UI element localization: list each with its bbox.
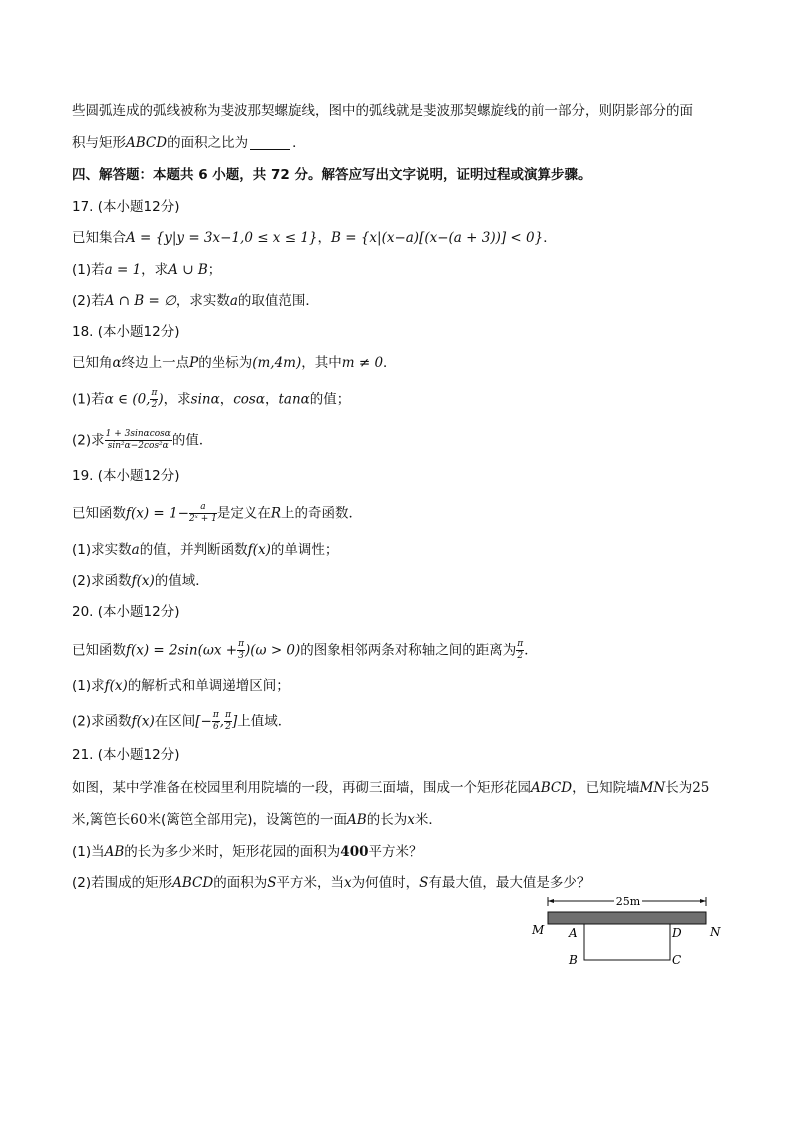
label-c: C: [672, 953, 682, 967]
q18-part-2: (2)求 $\frac{1 + 3\sin\alpha\cos\alpha}{\text{sin²α−2cos²α}}$ 的值．: [72, 429, 213, 451]
q17-header: 17. (本小题12分): [72, 199, 180, 215]
q19-part-2: (2)求函数f(x)的值域．: [72, 573, 209, 589]
label-n: N: [710, 925, 721, 939]
answer-blank: [250, 135, 290, 150]
wall-mn: [548, 912, 706, 924]
label-a: A: [569, 926, 578, 940]
q21-stem-1: 如图，某中学准备在校园里利用院墙的一段，再砌三面墙，围成一个矩形花园ABCD，已知院墙MN长为25: [72, 780, 710, 796]
intro-line-2: 积与矩形ABCD的面积之比为 ．: [72, 135, 306, 151]
fraction: $\frac{\pi}{2}$: [151, 388, 158, 410]
garden-figure: [528, 895, 728, 975]
label-m: M: [532, 923, 545, 937]
q17-part-2: (2)若A ∩ B = ∅，求实数a的取值范围．: [72, 293, 319, 309]
dimension-arrow-right: [700, 899, 706, 903]
section-heading: 四、解答题：本题共 6 小题，共 72 分。解答应写出文字说明，证明过程或演算步骤。: [72, 167, 592, 183]
q21-part-1: (1)当AB的长为多少米时，矩形花园的面积为400平方米？: [72, 844, 423, 860]
dimension-arrow-left: [548, 899, 554, 903]
q18-part-1: (1)若α ∈ (0, $\frac{\pi}{2}$ )，求sinα，cosα，tanα的值；: [72, 388, 351, 410]
fraction: $\frac{\pi}{2}$: [517, 639, 524, 661]
q19-stem: 已知函数f(x) = 1− $\frac{a}{\text{2ˣ + 1}}$ 是定义在R上的奇函数．: [72, 502, 363, 524]
intro-line-1: 些圆弧连成的弧线被称为斐波那契螺旋线，图中的弧线就是斐波那契螺旋线的前一部分，则阴影部分的面: [72, 103, 693, 119]
q17-stem: 已知集合A = {y|y = 3x−1,0 ≤ x ≤ 1}，B = {x|(x−a)[(x−(a + 3))] < 0}．: [72, 230, 557, 246]
q18-header: 18. (本小题12分): [72, 324, 180, 340]
fence-abcd: [584, 924, 670, 960]
fraction: $\frac{\pi}{6}$: [212, 710, 219, 732]
q21-part-2: (2)若围成的矩形ABCD的面积为S平方米，当x为何值时，S有最大值，最大值是多少？: [72, 875, 591, 891]
label-d: D: [672, 926, 682, 940]
label-b: B: [569, 953, 578, 967]
q21-header: 21. (本小题12分): [72, 747, 180, 763]
fraction: $\frac{a}{\text{2ˣ + 1}}$: [188, 502, 217, 524]
q20-header: 20. (本小题12分): [72, 604, 180, 620]
fraction: $\frac{\pi}{3}$: [238, 639, 244, 661]
q19-header: 19. (本小题12分): [72, 468, 180, 484]
q19-part-1: (1)求实数a的值，并判断函数f(x)的单调性；: [72, 542, 339, 558]
dimension-label: 25m: [615, 895, 641, 908]
q20-part-2: (2)求函数f(x)在区间[− $\frac{\pi}{6}$ , $\frac{\pi}{2}$ ]上值域．: [72, 710, 292, 732]
q18-stem: 已知角α终边上一点P的坐标为(m,4m)，其中m ≠ 0．: [72, 355, 397, 371]
q17-part-1: (1)若a = 1，求A ∪ B；: [72, 262, 222, 278]
q21-stem-2: 米,篱笆长60米(篱笆全部用完)，设篱笆的一面AB的长为x米．: [72, 812, 442, 828]
fraction: $\frac{1 + 3\sin\alpha\cos\alpha}{\text{sin²α−2cos²α}}$: [105, 429, 171, 451]
q20-part-1: (1)求f(x)的解析式和单调递增区间；: [72, 678, 290, 694]
fraction: $\frac{\pi}{2}$: [225, 710, 232, 732]
q20-stem: 已知函数f(x) = 2sin(ωx + $\frac{\pi}{3}$ )(ω > 0)的图象相邻两条对称轴之间的距离为 $\frac{\pi}{2}$ ．: [72, 639, 538, 661]
